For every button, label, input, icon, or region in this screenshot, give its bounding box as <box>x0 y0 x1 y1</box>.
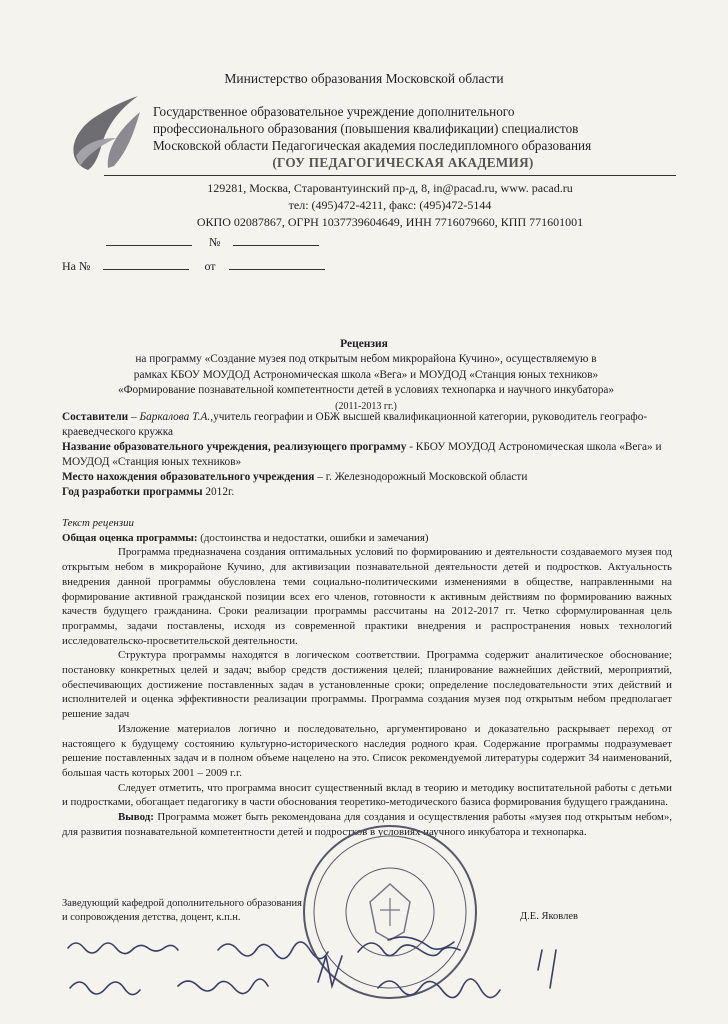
conclusion-text: Программа может быть рекомендована для создания и осуществления работы «музея под открытым небом», для развития познавательной компетентности детей и подростков в условиях научного инкубатора и технопарка. <box>62 811 672 838</box>
from-label: от <box>204 259 216 273</box>
paragraph-1: Программа предназначена создания оптимальных условий по формированию и деятельности создаваемого музея под открытым небом в микрорайоне Кучино, для активизации познавательной деятельности детей и подростков. Актуальность внедрения данной программы обусловлена теми социально-политическими изменениями в обществе, направленными на формирование активной гражданской позиции всех его членов, готовности к активным действиям по формированию важных качеств будущего гражданина. Сроки реализации программы рассчитаны на 2012-2017 гг. Четко сформулированная цель программы, задачи поставлены, исходя из современной практики внедрения и распространения новых технологий исследовательско-просветительской деятельности. <box>62 546 672 647</box>
header-divider <box>104 175 676 176</box>
blank-line <box>233 235 319 246</box>
institution-block <box>153 103 673 171</box>
review-body <box>62 516 672 839</box>
position-line: и сопровождения детства, доцент, к.п.н. <box>62 912 241 923</box>
org-value: - КБОУ МОУДОД Астрономическая школа «Вега» и МОУДОД «Станция юных техников» <box>62 441 662 468</box>
subject-line: «Формирование познавательной компетентности детей в условиях технопарка и научного инкубатора» <box>117 384 615 396</box>
year-label: Год разработки программы <box>62 486 203 498</box>
place-label: Место нахождения образовательного учреждения <box>62 471 315 483</box>
authors-name: Баркалова Т.А., <box>139 411 214 423</box>
year-value: 2012г. <box>202 486 235 498</box>
number-sign: № <box>209 235 221 249</box>
codes-line: ОКПО 02087867, ОГРН 1037739604649, ИНН 7716079660, КПП 771601001 <box>196 215 584 229</box>
address-line: 129281, Москва, Старовантуинский пр-д, 8, in@pacad.ru, www. pacad.ru <box>207 181 573 195</box>
blank-line <box>229 259 325 270</box>
phones-line: тел: (495)472-4211, факс: (495)472-5144 <box>288 198 492 212</box>
org-row <box>62 440 672 470</box>
outgoing-number-field <box>106 235 319 250</box>
handwritten-certification <box>58 930 618 1015</box>
place-row <box>62 470 672 485</box>
institution-line: профессионального образования (повышения квалификации) специалистов <box>153 121 579 136</box>
subject-line: на программу «Создание музея под открытым небом микрорайона Кучино», осуществляемую в <box>135 353 597 365</box>
blank-line <box>103 259 189 270</box>
subject-line: рамках КБОУ МОУДОД Астрономическая школа «Вега» и МОУДОД «Станция юных техников» <box>133 368 599 381</box>
ministry-title: Министерство образования Московской области <box>224 71 504 86</box>
academy-logo <box>58 92 144 174</box>
overall-note: (достоинства и недостатки, ошибки и замечания) <box>197 531 429 544</box>
reference-number-field <box>62 259 325 274</box>
authors-label: Составители <box>62 411 129 423</box>
program-meta <box>62 410 672 500</box>
review-text-label: Текст рецензии <box>62 517 134 529</box>
subject-line: (2011-2013 гг.) <box>335 400 397 412</box>
review-subject <box>64 352 668 414</box>
overall-label: Общая оценка программы: <box>62 531 198 544</box>
institution-line: Государственное образовательное учреждение дополнительного <box>153 104 515 119</box>
blank-line <box>106 235 192 246</box>
signature-position <box>62 897 302 925</box>
contacts-block <box>104 180 676 231</box>
authors-row: Составители – Баркалова Т.А.,учитель географии и ОБЖ высшей квалификационной категории, руководитель географо-краеведческого кружка <box>62 411 648 438</box>
review-title: Рецензия <box>340 338 388 350</box>
conclusion-label: Вывод: <box>118 811 154 824</box>
academy-short-name: (ГОУ ПЕДАГОГИЧЕСКАЯ АКАДЕМИЯ) <box>272 155 534 170</box>
signer-name: Д.Е. Яковлев <box>520 911 578 922</box>
place-value: – г. Железнодорожный Московской области <box>314 471 528 483</box>
paragraph-3: Изложение материалов логично и последовательно, аргументировано и доказательно раскрывает переход от настоящего к будущему состоянию культурно-исторического наследия родного края. Содержание программы подразумевает решение поставленных задач и в полном объеме нацелено на это. Список рекомендуемой литературы содержит 34 наименований, большая часть которых 2001 – 2009 г.г. <box>62 722 672 779</box>
year-row <box>62 485 672 500</box>
position-line: Заведующий кафедрой дополнительного образования <box>62 898 302 909</box>
institution-line: Московской области Педагогическая академия последипломного образования <box>153 138 592 153</box>
overall-row <box>62 531 672 546</box>
ref-label: На № <box>62 259 91 273</box>
org-label: Название образовательного учреждения, реализующего программу <box>62 441 407 453</box>
paragraph-2: Структура программы находятся в логическом соответствии. Программа содержит аналитическое обоснование; постановку конкретных целей и задач; выбор средств достижения целей; планирование важнейших действий, мероприятий, обеспечивающих достижение поставленных задач в установленные сроки; определение последовательности этих действий и исполнителей и оценка эффективности реализации программы. Программа создания музея под открытым небом предполагает решение задач <box>62 649 672 721</box>
authors-position: учитель географии и ОБЖ высшей квалификационной категории, руководитель географо-краеведческого кружка <box>62 411 648 438</box>
paragraph-4: Следует отметить, что программа вносит существенный вклад в теорию и методику воспитательной работы с детьми и подростками, обогащает педагогику в части обоснования теоретико-методического базиса формирования будущего гражданина. <box>62 781 672 809</box>
